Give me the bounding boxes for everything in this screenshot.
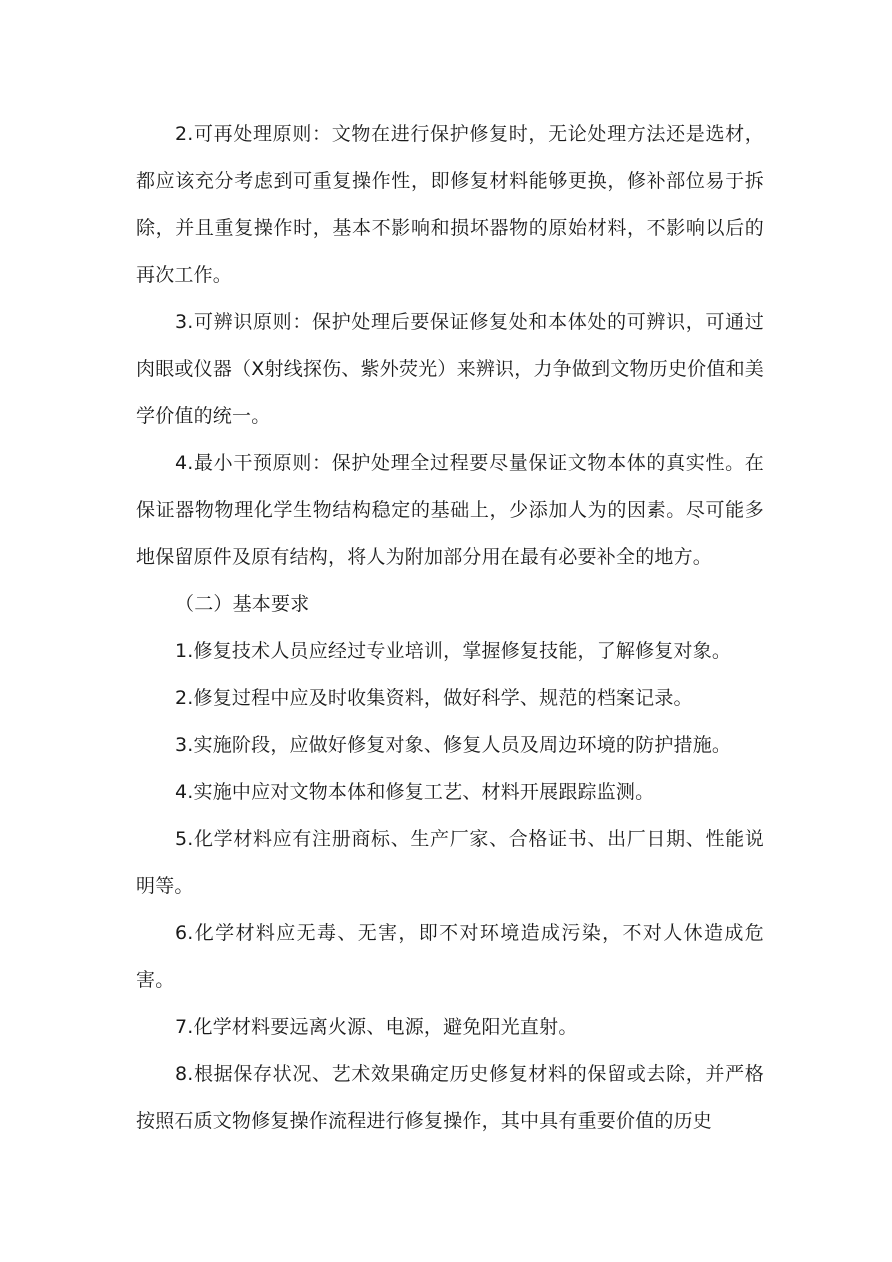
paragraph-principle-4: 4.最小干预原则：保护处理全过程要尽量保证文物本体的真实性。在保证器物物理化学生物结构稳定的基础上，少添加人为的因素。尽可能多地保留原件及原有结构，将人为附加部分用在最有必要补全的地方。 xyxy=(136,452,764,568)
paragraph-requirement-5: 5.化学材料应有注册商标、生产厂家、合格证书、出厂日期、性能说明等。 xyxy=(136,828,764,897)
paragraph-requirement-2: 2.修复过程中应及时收集资料，做好科学、规范的档案记录。 xyxy=(175,687,693,709)
paragraph-requirement-4: 4.实施中应对文物本体和修复工艺、材料开展跟踪监测。 xyxy=(175,781,655,803)
paragraph-requirement-3: 3.实施阶段，应做好修复对象、修复人员及周边环境的防护措施。 xyxy=(175,734,732,756)
document-body xyxy=(136,111,764,1145)
paragraph-principle-2: 2.可再处理原则：文物在进行保护修复时，无论处理方法还是选材，都应该充分考虑到可重复操作性，即修复材料能够更换，修补部位易于拆除，并且重复操作时，基本不影响和损坏器物的原始材料，不影响以后的再次工作。 xyxy=(136,123,764,286)
paragraph-requirement-1: 1.修复技术人员应经过专业培训，掌握修复技能，了解修复对象。 xyxy=(175,640,732,662)
paragraph-requirement-6: 6.化学材料应无毒、无害，即不对环境造成污染，不对人休造成危害。 xyxy=(136,922,764,991)
paragraph-principle-3: 3.可辨识原则：保护处理后要保证修复处和本体处的可辨识，可通过肉眼或仪器（X射线探伤、紫外荧光）来辨识，力争做到文物历史价值和美学价值的统一。 xyxy=(136,311,764,427)
paragraph-requirement-7: 7.化学材料要远离火源、电源，避免阳光直射。 xyxy=(175,1016,578,1038)
section-heading-basic-requirements: （二）基本要求 xyxy=(175,593,310,615)
paragraph-requirement-8: 8.根据保存状况、艺术效果确定历史修复材料的保留或去除，并严格按照石质文物修复操作流程进行修复操作，其中具有重要价值的历史 xyxy=(136,1063,764,1132)
